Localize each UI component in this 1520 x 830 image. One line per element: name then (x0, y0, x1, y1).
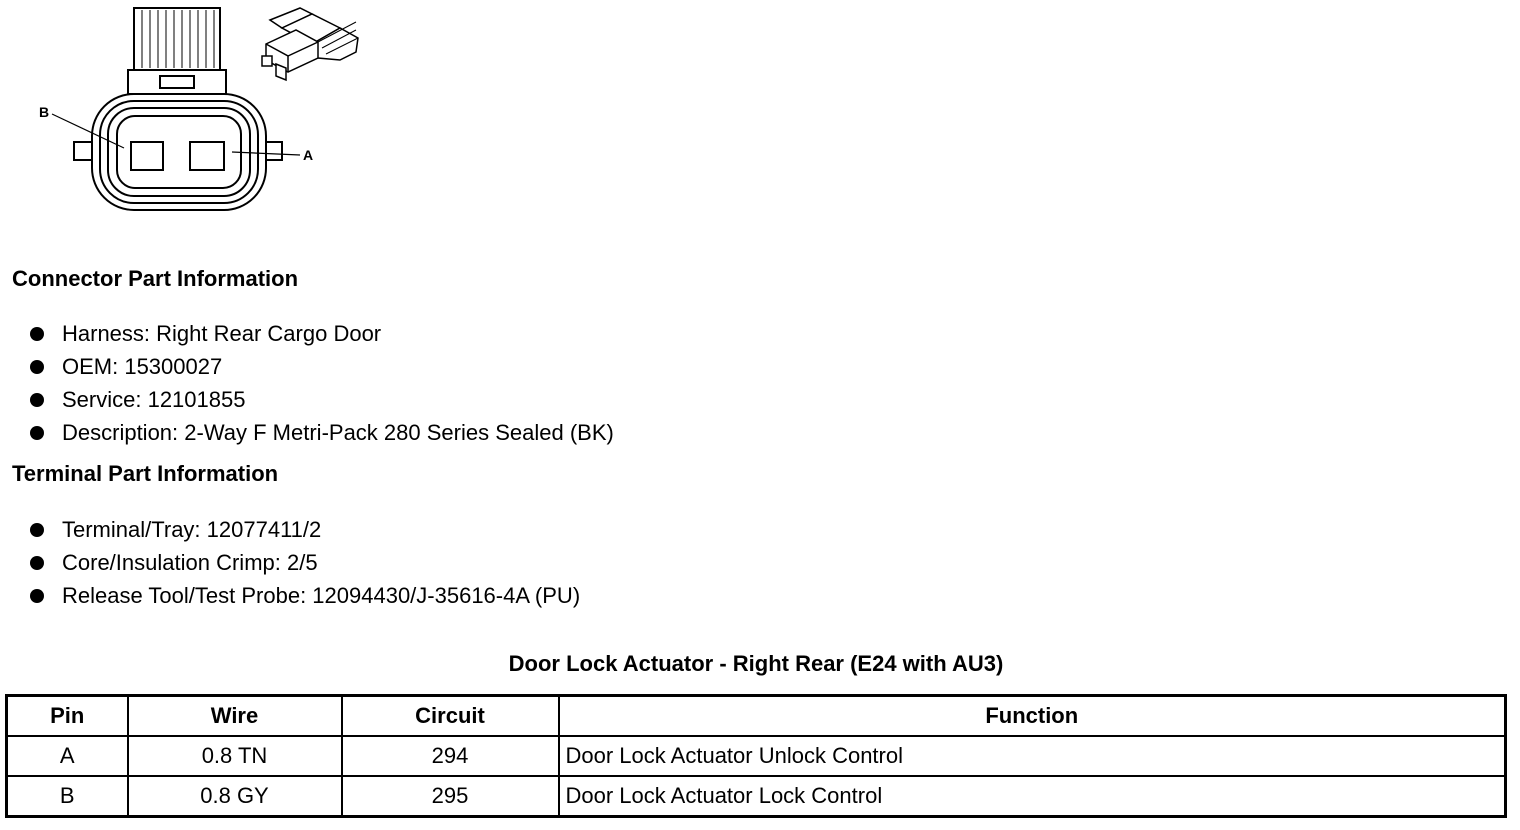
bullet-icon (30, 393, 44, 407)
connector-thumbnail (262, 8, 358, 80)
header-pin: Pin (7, 696, 128, 737)
connector-diagram (0, 0, 380, 225)
pin-table (5, 694, 1507, 818)
bullet-icon (30, 523, 44, 537)
bullet-icon (30, 589, 44, 603)
cell-wire: 0.8 GY (128, 776, 342, 817)
list-item: Service: 12101855 (28, 383, 614, 416)
list-item: Terminal/Tray: 12077411/2 (28, 513, 580, 546)
cell-circuit: 295 (342, 776, 559, 817)
table-row (7, 776, 1506, 817)
table-title: Door Lock Actuator - Right Rear (E24 with AU3) (508, 651, 1004, 676)
terminal-part-info-list (28, 513, 580, 612)
connector-latch (128, 8, 226, 94)
connector-part-info-heading: Connector Part Information (12, 266, 299, 291)
header-circuit: Circuit (342, 696, 559, 737)
table-header-row (7, 696, 1506, 737)
bullet-icon (30, 327, 44, 341)
list-item: Core/Insulation Crimp: 2/5 (28, 546, 580, 579)
list-item: OEM: 15300027 (28, 350, 614, 383)
cell-function: Door Lock Actuator Lock Control (559, 776, 1506, 817)
cell-pin: B (7, 776, 128, 817)
pin-label-a: A (303, 147, 314, 163)
list-item: Harness: Right Rear Cargo Door (28, 317, 614, 350)
list-item: Description: 2-Way F Metri-Pack 280 Series Sealed (BK) (28, 416, 614, 449)
list-item: Release Tool/Test Probe: 12094430/J-35616-4A (PU) (28, 579, 580, 612)
terminal-part-info-heading: Terminal Part Information (12, 461, 279, 486)
bullet-icon (30, 360, 44, 374)
bullet-icon (30, 426, 44, 440)
table-row (7, 736, 1506, 776)
bullet-icon (30, 556, 44, 570)
cell-pin: A (7, 736, 128, 776)
cell-circuit: 294 (342, 736, 559, 776)
header-function: Function (559, 696, 1506, 737)
pin-label-b: B (39, 104, 50, 120)
cell-function: Door Lock Actuator Unlock Control (559, 736, 1506, 776)
header-wire: Wire (128, 696, 342, 737)
connector-part-info-list (28, 317, 614, 449)
cell-wire: 0.8 TN (128, 736, 342, 776)
